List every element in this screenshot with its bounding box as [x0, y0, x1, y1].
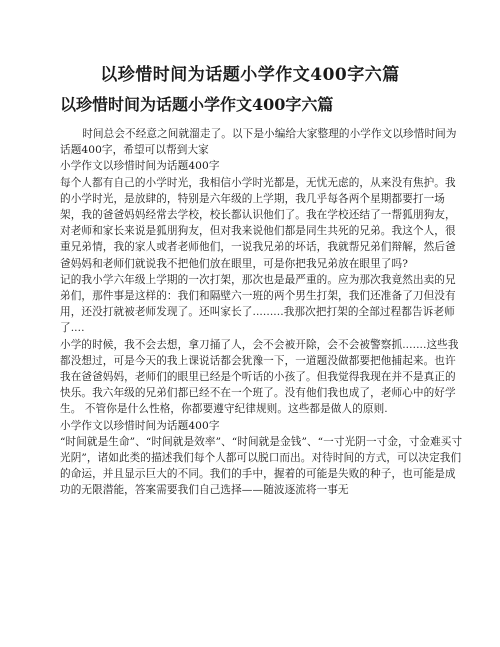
section-title-2: 小学作文以珍惜时间为话题400字 — [60, 419, 220, 432]
paragraph-2: 记的我小学六年级上学期的一次打架，那次也是最严重的。应为那次我竟然出卖的兄弟们，那件事是这样的：我们和隔壁六一班的两个男生打架，我们还准备了刀但没有用，还没打就被老师发现了。还叫家长了.........我那次把打架的全部过程都告诉老师了.... — [60, 273, 456, 335]
paragraph-3: 小学的时候，我不会去想，拿刀捅了人，会不会被开除，会不会被警察抓.......这些我都没想过，可是今天的我上课说话都会犹豫一下，一道题没做都要把他捕起来。也许我在爸爸妈妈，老师们的眼里已经是个听话的小孩了。但我觉得我现在并不是真正的快乐。我六年级的兄弟们都已经不在一个班了。没有他们我也成了，老师心中的好学生。 不管你是什么性格，你都要遵守纪律规则。这些都是做人的原则. — [60, 338, 459, 416]
paragraph-1: 每个人都有自己的小学时光，我相信小学时光都是，无忧无虑的，从来没有焦护。我的小学时光，是放肆的，特别是六年级的上学期，我几乎每各两个星期都要打一场架，我的爸爸妈妈经常去学校，校长都认识他们了。我在学校还结了一帮狐朋狗友，对老师和家长来说是狐朋狗友，但对我来说他们都是同生共死的兄弟。我这个人，很重兄弟情，我的家人或者老师他们，一说我兄弟的坏话，我就帮兄弟们辩解，然后爸爸妈妈和老师们就说我不把他们放在眼里，可是你把我兄弟放在眼里了吗? — [60, 176, 456, 270]
document-heading: 以珍惜时间为话题小学作文400字六篇 — [60, 95, 334, 114]
document-body — [60, 126, 464, 499]
intro-paragraph: 时间总会不经意之间就溜走了。以下是小编给大家整理的小学作文以珍惜时间为话题400字，希望可以帮到大家 — [60, 128, 457, 157]
paragraph-4: “时间就是生命”、“时间就是效率”、“时间就是金钱”、“一寸光阴一寸金，寸金难买寸光阴”，诸如此类的描述我们每个人都可以脱口而出。对待时间的方式，可以决定我们的命运，并且显示巨大的不同。我们的手中，握着的可能是失败的种子，也可能是成功的无限潜能，答案需要我们自己选择——随波逐流将一事无 — [60, 435, 463, 497]
document-title: 以珍惜时间为话题小学作文400字六篇 — [100, 65, 400, 85]
section-title-1: 小学作文以珍惜时间为话题400字 — [60, 160, 220, 173]
